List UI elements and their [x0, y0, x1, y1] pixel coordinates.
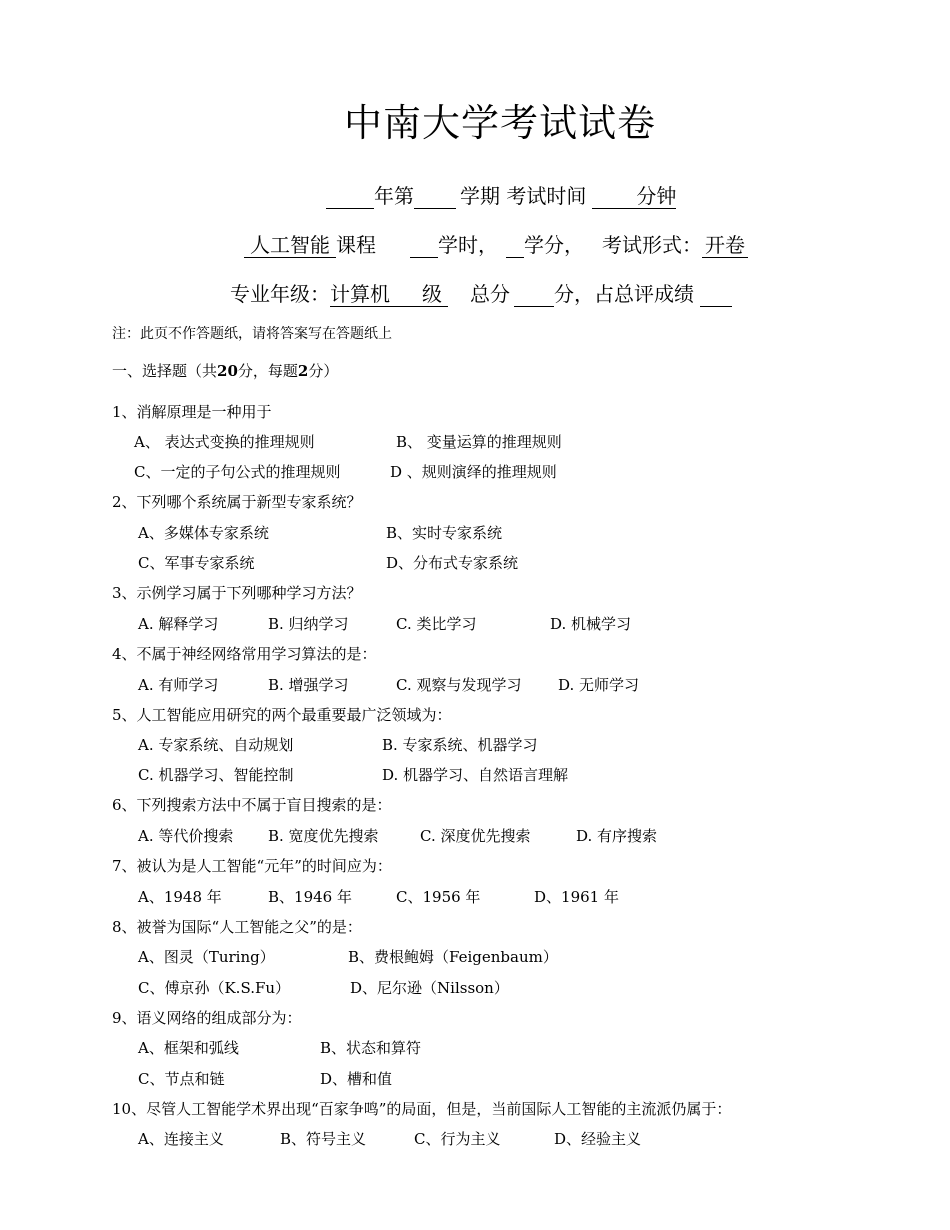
header-line-term — [326, 180, 676, 209]
question-stem: 3、示例学习属于下列哪种学习方法？ — [112, 584, 362, 602]
section-mid: 分，每题 — [237, 362, 298, 380]
section-total-points: 20 — [217, 362, 238, 380]
option-d: D、1961 年 — [534, 888, 619, 906]
option-c: C、行为主义 — [414, 1130, 501, 1148]
option-d: D、分布式专家系统 — [386, 554, 519, 572]
option-d: D. 有序搜索 — [576, 827, 658, 845]
grade-label: 级 — [422, 282, 442, 306]
option-b: B、费根鲍姆（Feigenbaum） — [348, 948, 558, 966]
option-a: A. 解释学习 — [138, 615, 219, 633]
total-suffix: 分，占总评成绩 — [554, 282, 694, 306]
option-d: D. 机械学习 — [550, 615, 632, 633]
hours-blank — [410, 233, 438, 258]
option-b: B、符号主义 — [280, 1130, 367, 1148]
total-blank — [514, 282, 554, 307]
term-blank — [414, 184, 456, 209]
option-c: C. 深度优先搜索 — [420, 827, 531, 845]
exam-form-value: 开卷 — [702, 233, 748, 258]
year-suffix: 年第 — [374, 184, 414, 208]
question-stem: 10、尽管人工智能学术界出现“百家争鸣”的局面，但是，当前国际人工智能的主流派仍属于： — [112, 1100, 732, 1118]
section-suffix: 分） — [308, 362, 339, 380]
option-a: A、连接主义 — [138, 1130, 224, 1148]
option-b: B、状态和算符 — [320, 1039, 422, 1057]
question-stem: 9、语义网络的组成部分为： — [112, 1009, 302, 1027]
option-c: C. 观察与发现学习 — [396, 676, 522, 694]
question-stem: 2、下列哪个系统属于新型专家系统？ — [112, 493, 362, 511]
duration-unit: 分钟 — [636, 184, 677, 208]
question-stem: 5、人工智能应用研究的两个最重要最广泛领域为： — [112, 706, 452, 724]
option-a: A、框架和弧线 — [138, 1039, 239, 1057]
year-blank — [326, 184, 374, 209]
option-b: B. 增强学习 — [268, 676, 349, 694]
question-stem: 6、下列搜索方法中不属于盲目搜索的是： — [112, 796, 392, 814]
option-a: A. 等代价搜索 — [138, 827, 234, 845]
major-label: 专业年级： — [230, 282, 330, 306]
option-d: D. 机器学习、自然语言理解 — [382, 766, 569, 784]
option-c: C、傅京孙（K.S.Fu） — [138, 979, 291, 997]
option-c: C、节点和链 — [138, 1070, 225, 1088]
section-heading — [112, 360, 338, 381]
option-a: A、多媒体专家系统 — [138, 524, 269, 542]
option-b: B. 归纳学习 — [268, 615, 349, 633]
option-d: D 、规则演绎的推理规则 — [390, 463, 557, 481]
option-c: C. 机器学习、智能控制 — [138, 766, 294, 784]
option-a: A. 专家系统、自动规划 — [138, 736, 294, 754]
option-b: B. 专家系统、机器学习 — [382, 736, 538, 754]
option-c: C、军事专家系统 — [138, 554, 255, 572]
exam-form-label: 考试形式： — [602, 233, 702, 257]
option-b: B、实时专家系统 — [386, 524, 503, 542]
question-stem: 4、不属于神经网络常用学习算法的是： — [112, 645, 377, 663]
credits-suffix: 学分， — [524, 233, 584, 257]
option-a: A、图灵（Turing） — [138, 948, 275, 966]
credits-blank — [506, 233, 524, 258]
option-c: C、1956 年 — [396, 888, 481, 906]
option-c: C. 类比学习 — [396, 615, 477, 633]
course-suffix: 课程 — [336, 233, 376, 257]
question-stem: 7、被认为是人工智能“元年”的时间应为： — [112, 857, 392, 875]
section-per-points: 2 — [297, 362, 309, 380]
major-value — [330, 282, 448, 307]
option-d: D、经验主义 — [554, 1130, 642, 1148]
answer-sheet-note: 注：此页不作答题纸，请将答案写在答题纸上 — [112, 326, 392, 342]
option-a: A、1948 年 — [138, 888, 222, 906]
course-name: 人工智能 — [244, 233, 336, 258]
major-name: 计算机 — [330, 282, 390, 306]
weight-blank — [700, 282, 732, 307]
header-line-course — [244, 229, 748, 258]
option-b: B. 宽度优先搜索 — [268, 827, 379, 845]
option-d: D、槽和值 — [320, 1070, 393, 1088]
option-a: A、 表达式变换的推理规则 — [134, 433, 315, 451]
hours-suffix: 学时， — [438, 233, 498, 257]
total-label: 总分 — [470, 282, 510, 306]
section-prefix: 一、选择题（共 — [112, 362, 218, 380]
question-stem: 1、消解原理是一种用于 — [112, 403, 272, 421]
option-d: D. 无师学习 — [558, 676, 640, 694]
page-title: 中南大学考试试卷 — [343, 101, 656, 145]
option-b: B、 变量运算的推理规则 — [396, 433, 562, 451]
term-suffix: 学期 考试时间 — [460, 184, 587, 208]
option-c: C、一定的子句公式的推理规则 — [134, 463, 341, 481]
header-line-major — [230, 278, 732, 307]
option-d: D、尼尔逊（Nilsson） — [350, 979, 509, 997]
option-a: A. 有师学习 — [138, 676, 219, 694]
duration-blank — [592, 184, 676, 209]
option-b: B、1946 年 — [268, 888, 352, 906]
question-stem: 8、被誉为国际“人工智能之父”的是： — [112, 918, 362, 936]
